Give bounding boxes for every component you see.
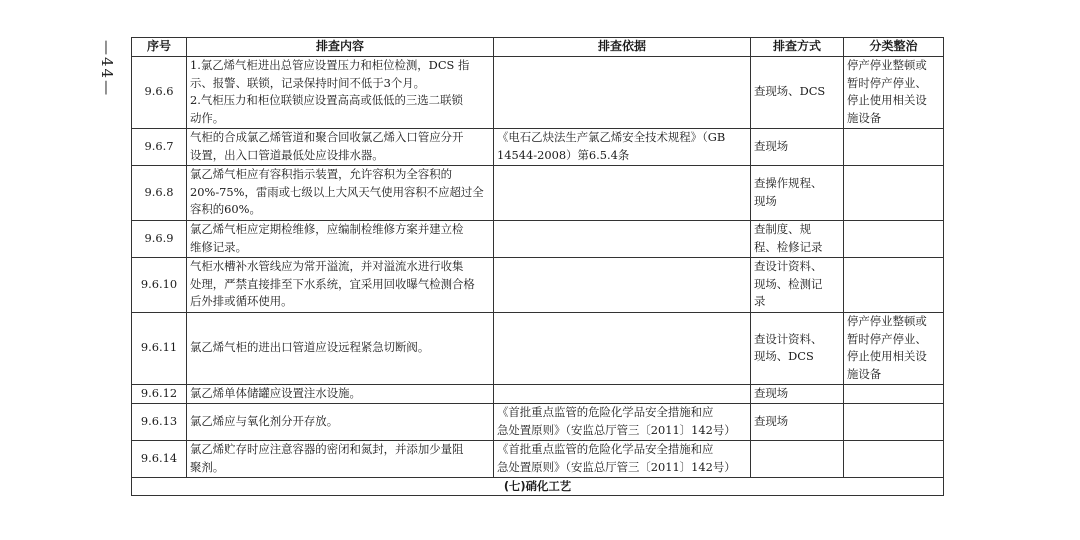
header-content: 排查内容 — [187, 38, 494, 57]
row-content: 氯乙烯气柜应有容积指示装置，允许容积为全容积的 20%-75%，雷雨或七级以上大风天气使用容积不应超过全 容积的60%。 — [187, 165, 494, 220]
row-number: 9.6.12 — [132, 384, 187, 403]
row-number: 9.6.10 — [132, 257, 187, 312]
section-row — [132, 477, 944, 496]
row-number: 9.6.7 — [132, 128, 187, 165]
row-method: 查设计资料、 现场、DCS — [751, 312, 844, 384]
row-basis: 《电石乙炔法生产氯乙烯安全技术规程》（GB 14544-2008）第6.5.4条 — [494, 128, 751, 165]
page-number: —44— — [98, 40, 116, 98]
row-basis — [494, 257, 751, 312]
row-basis — [494, 312, 751, 384]
row-number: 9.6.11 — [132, 312, 187, 384]
row-content: 气柜水槽补水管线应为常开溢流，并对溢流水进行收集 处理，严禁直接排至下水系统，宜采用回收曝气检测合格 后外排或循环使用。 — [187, 257, 494, 312]
table-row — [132, 128, 944, 165]
table-row — [132, 220, 944, 257]
row-remedy — [844, 165, 944, 220]
row-number: 9.6.8 — [132, 165, 187, 220]
row-number: 9.6.14 — [132, 440, 187, 477]
row-basis — [494, 384, 751, 403]
row-remedy — [844, 128, 944, 165]
header-basis: 排查依据 — [494, 38, 751, 57]
row-method: 查现场 — [751, 128, 844, 165]
row-remedy — [844, 403, 944, 440]
row-remedy — [844, 220, 944, 257]
section-title: (七)硝化工艺 — [132, 477, 944, 496]
table-row — [132, 312, 944, 384]
row-remedy: 停产停业整顿或 暂时停产停业、 停止使用相关设 施设备 — [844, 56, 944, 128]
row-number: 9.6.6 — [132, 56, 187, 128]
row-number: 9.6.9 — [132, 220, 187, 257]
row-content: 氯乙烯单体储罐应设置注水设施。 — [187, 384, 494, 403]
table-row — [132, 165, 944, 220]
table-row — [132, 56, 944, 128]
row-basis: 《首批重点监管的危险化学品安全措施和应 急处置原则》（安监总厅管三〔2011〕142号） — [494, 403, 751, 440]
row-method: 查操作规程、 现场 — [751, 165, 844, 220]
header-serial: 序号 — [132, 38, 187, 57]
row-basis — [494, 165, 751, 220]
row-remedy — [844, 257, 944, 312]
row-basis — [494, 220, 751, 257]
row-content: 氯乙烯贮存时应注意容器的密闭和氮封，并添加少量阻 聚剂。 — [187, 440, 494, 477]
row-remedy — [844, 440, 944, 477]
table-row — [132, 403, 944, 440]
row-method: 查设计资料、 现场、检测记 录 — [751, 257, 844, 312]
table-row — [132, 440, 944, 477]
header-remedy: 分类整治 — [844, 38, 944, 57]
inspection-table — [131, 37, 944, 496]
row-content: 氯乙烯气柜应定期检维修，应编制检维修方案并建立检 维修记录。 — [187, 220, 494, 257]
row-remedy: 停产停业整顿或 暂时停产停业、 停止使用相关设 施设备 — [844, 312, 944, 384]
row-content: 气柜的合成氯乙烯管道和聚合回收氯乙烯入口管应分开 设置，出入口管道最低处应设排水器。 — [187, 128, 494, 165]
header-method: 排查方式 — [751, 38, 844, 57]
row-content: 1.氯乙烯气柜进出总管应设置压力和柜位检测，DCS 指 示、报警、联锁，记录保持时间不低于3个月。 2.气柜压力和柜位联锁应设置高高或低低的三选二联锁 动作。 — [187, 56, 494, 128]
row-method — [751, 440, 844, 477]
row-content: 氯乙烯气柜的进出口管道应设远程紧急切断阀。 — [187, 312, 494, 384]
table-header-row — [132, 38, 944, 57]
row-content: 氯乙烯应与氧化剂分开存放。 — [187, 403, 494, 440]
row-method: 查制度、规 程、检修记录 — [751, 220, 844, 257]
row-method: 查现场、DCS — [751, 56, 844, 128]
table-row — [132, 384, 944, 403]
table-row — [132, 257, 944, 312]
row-method: 查现场 — [751, 384, 844, 403]
row-number: 9.6.13 — [132, 403, 187, 440]
row-remedy — [844, 384, 944, 403]
row-method: 查现场 — [751, 403, 844, 440]
row-basis: 《首批重点监管的危险化学品安全措施和应 急处置原则》（安监总厅管三〔2011〕142号） — [494, 440, 751, 477]
row-basis — [494, 56, 751, 128]
